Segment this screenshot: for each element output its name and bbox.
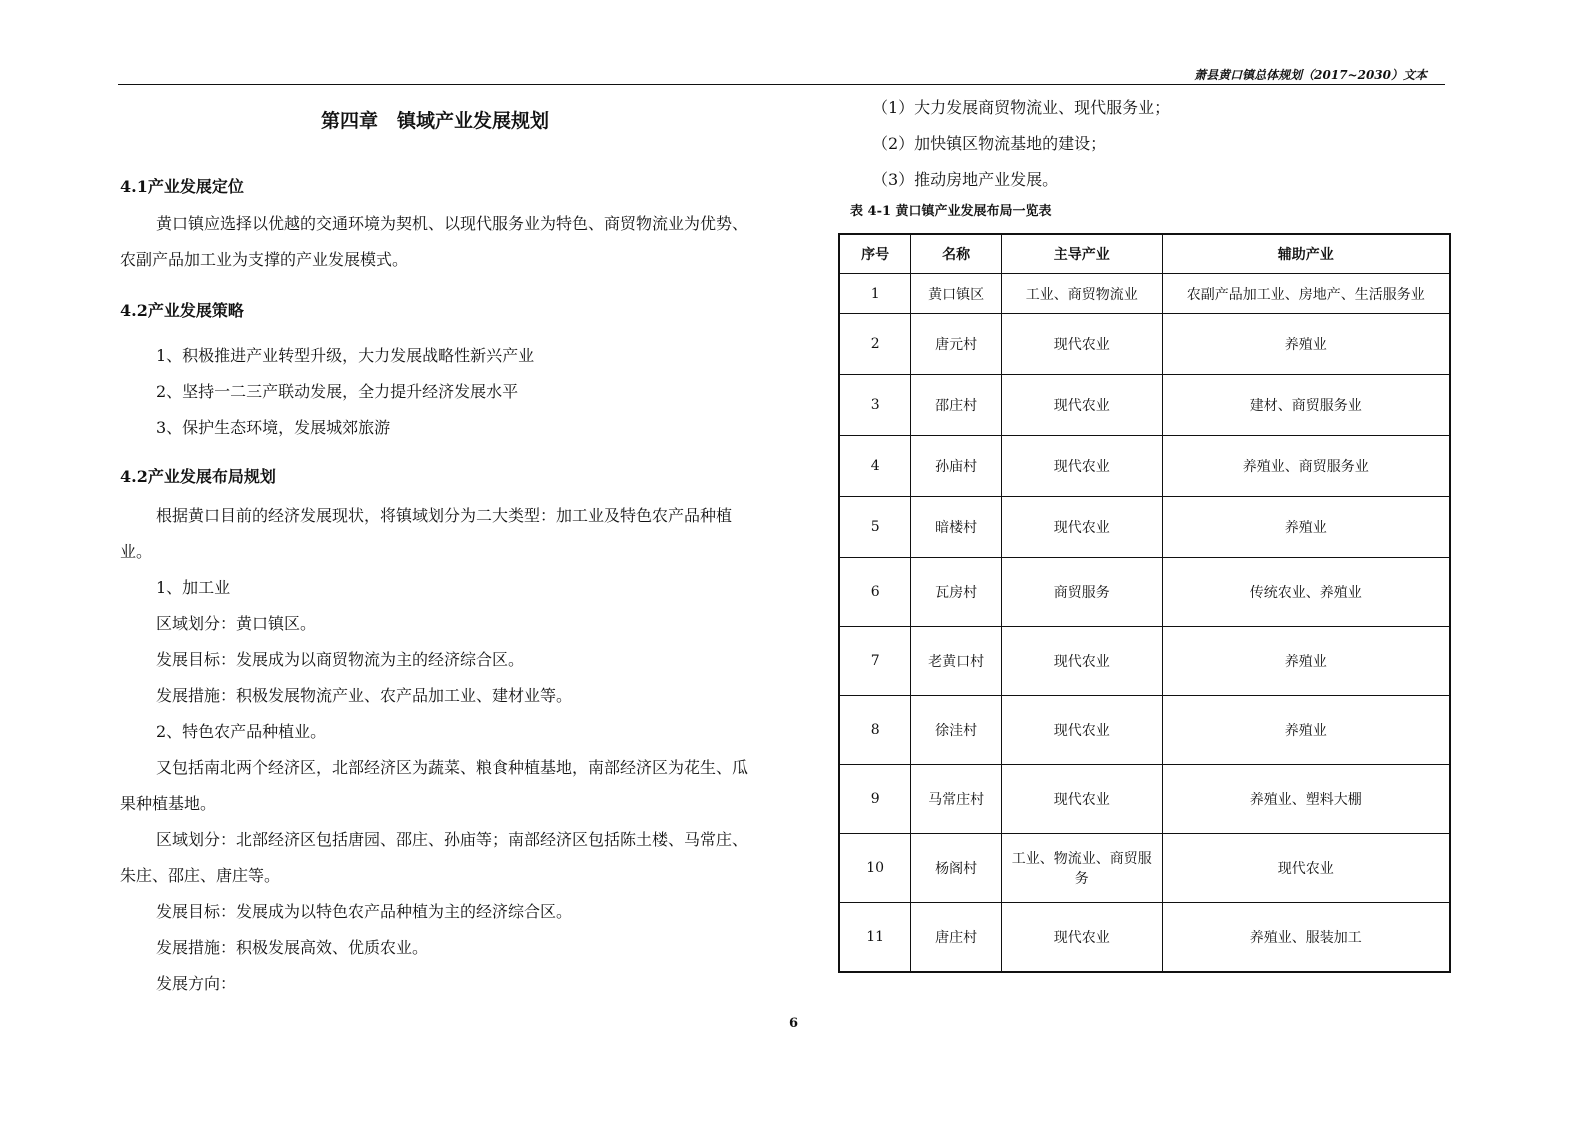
layout-line: 发展目标：发展成为以特色农产品种植为主的经济综合区。 (156, 902, 573, 921)
layout-paragraph: 根据黄口目前的经济发展现状，将镇域划分为二大类型：加工业及特色农产品种植业。 (120, 506, 733, 561)
table-cell: 1 (839, 274, 911, 314)
table-cell: 唐庄村 (911, 903, 1002, 972)
table-cell: 现代农业 (1162, 834, 1450, 903)
table-cell: 工业、商贸物流业 (1002, 274, 1162, 314)
table-cell: 4 (839, 436, 911, 497)
table-header-row (839, 234, 1450, 274)
table-cell: 养殖业 (1162, 627, 1450, 696)
table-cell: 养殖业 (1162, 696, 1450, 765)
layout-paragraph: 区域划分：北部经济区包括唐园、邵庄、孙庙等；南部经济区包括陈土楼、马常庄、朱庄、邵庄、唐庄等。 (120, 830, 749, 885)
table-cell: 黄口镇区 (911, 274, 1002, 314)
table-cell: 建材、商贸服务业 (1162, 375, 1450, 436)
table-header-cell: 名称 (911, 234, 1002, 274)
positioning-paragraph: 黄口镇应选择以优越的交通环境为契机、以现代服务业为特色、商贸物流业为优势、农副产品加工业为支撑的产业发展模式。 (120, 214, 749, 269)
table-row (839, 558, 1450, 627)
section-heading-positioning: 4.1产业发展定位 (120, 177, 244, 196)
table-cell: 商贸服务 (1002, 558, 1162, 627)
table-cell: 3 (839, 375, 911, 436)
table-cell: 10 (839, 834, 911, 903)
table-row (839, 274, 1450, 314)
table-row (839, 375, 1450, 436)
table-header-cell: 主导产业 (1002, 234, 1162, 274)
table-cell: 瓦房村 (911, 558, 1002, 627)
table-row (839, 903, 1450, 972)
table-cell: 养殖业 (1162, 314, 1450, 375)
table-row (839, 765, 1450, 834)
industry-layout-table (838, 233, 1451, 973)
table-cell: 养殖业、服装加工 (1162, 903, 1450, 972)
table-header-cell: 辅助产业 (1162, 234, 1450, 274)
table-row (839, 497, 1450, 558)
header-rule (118, 84, 1445, 85)
layout-paragraph: 又包括南北两个经济区，北部经济区为蔬菜、粮食种植基地，南部经济区为花生、瓜果种植基地。 (120, 758, 749, 813)
table-cell: 孙庙村 (911, 436, 1002, 497)
table-cell: 徐洼村 (911, 696, 1002, 765)
table-cell: 现代农业 (1002, 696, 1162, 765)
table-cell: 6 (839, 558, 911, 627)
layout-line: 发展措施：积极发展高效、优质农业。 (156, 938, 429, 957)
strategy-item: 2、坚持一二三产联动发展，全力提升经济发展水平 (156, 382, 519, 401)
layout-line: 发展方向： (156, 974, 237, 993)
table-cell: 现代农业 (1002, 436, 1162, 497)
strategy-item: 1、积极推进产业转型升级，大力发展战略性新兴产业 (156, 346, 535, 365)
table-row (839, 436, 1450, 497)
table-cell: 杨阁村 (911, 834, 1002, 903)
table-cell: 传统农业、养殖业 (1162, 558, 1450, 627)
table-cell: 2 (839, 314, 911, 375)
table-row (839, 834, 1450, 903)
chapter-title: 第四章 镇域产业发展规划 (320, 110, 549, 132)
layout-line: 1、加工业 (156, 578, 231, 597)
table-cell: 现代农业 (1002, 903, 1162, 972)
table-cell: 7 (839, 627, 911, 696)
layout-line: 发展目标：发展成为以商贸物流为主的经济综合区。 (156, 650, 525, 669)
table-cell: 现代农业 (1002, 375, 1162, 436)
running-header: 萧县黄口镇总体规划（2017~2030）文本 (1194, 68, 1427, 82)
layout-line: 2、特色农产品种植业。 (156, 722, 327, 741)
table-row (839, 627, 1450, 696)
table-cell: 暗楼村 (911, 497, 1002, 558)
table-cell: 养殖业、商贸服务业 (1162, 436, 1450, 497)
table-cell: 邵庄村 (911, 375, 1002, 436)
table-cell: 8 (839, 696, 911, 765)
table-cell: 唐元村 (911, 314, 1002, 375)
direction-item: （1）大力发展商贸物流业、现代服务业； (872, 98, 1171, 117)
section-heading-strategy: 4.2产业发展策略 (120, 301, 244, 320)
table-caption: 表 4-1 黄口镇产业发展布局一览表 (850, 204, 1052, 219)
layout-line: 发展措施：积极发展物流产业、农产品加工业、建材业等。 (156, 686, 573, 705)
table-cell: 老黄口村 (911, 627, 1002, 696)
table-cell: 养殖业 (1162, 497, 1450, 558)
table-cell: 养殖业、塑料大棚 (1162, 765, 1450, 834)
table-cell: 工业、物流业、商贸服务 (1002, 834, 1162, 903)
table-cell: 5 (839, 497, 911, 558)
page-number: 6 (788, 1016, 799, 1031)
table-row (839, 314, 1450, 375)
table-cell: 现代农业 (1002, 314, 1162, 375)
strategy-item: 3、保护生态环境，发展城郊旅游 (156, 418, 391, 437)
table-row (839, 696, 1450, 765)
table-cell: 马常庄村 (911, 765, 1002, 834)
table-cell: 11 (839, 903, 911, 972)
right-column (838, 90, 1458, 224)
table-cell: 现代农业 (1002, 497, 1162, 558)
table-cell: 农副产品加工业、房地产、生活服务业 (1162, 274, 1450, 314)
table-cell: 9 (839, 765, 911, 834)
table-cell: 现代农业 (1002, 765, 1162, 834)
left-column (120, 100, 750, 1002)
table-cell: 现代农业 (1002, 627, 1162, 696)
direction-item: （2）加快镇区物流基地的建设； (872, 134, 1107, 153)
layout-line: 区域划分：黄口镇区。 (156, 614, 317, 633)
section-heading-layout: 4.2产业发展布局规划 (120, 467, 276, 486)
table-header-cell: 序号 (839, 234, 911, 274)
direction-item: （3）推动房地产业发展。 (872, 170, 1059, 189)
